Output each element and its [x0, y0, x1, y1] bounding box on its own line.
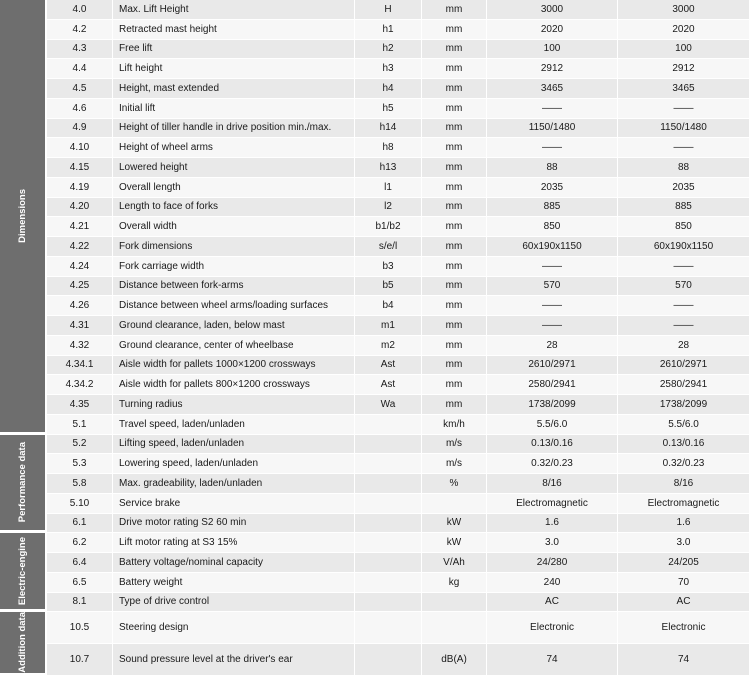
item-number: 4.10: [47, 138, 113, 158]
value-model-1: 0.32/0.23: [487, 454, 618, 474]
value-model-2: 3.0: [618, 533, 750, 553]
item-symbol: H: [355, 0, 422, 20]
item-description: Retracted mast height: [113, 20, 355, 40]
item-symbol: [355, 593, 422, 613]
item-unit: [422, 494, 487, 514]
value-model-1: 5.5/6.0: [487, 415, 618, 435]
value-model-1: ——: [487, 99, 618, 119]
value-model-2: 8/16: [618, 474, 750, 494]
item-unit: m/s: [422, 454, 487, 474]
item-number: 4.35: [47, 395, 113, 415]
item-symbol: [355, 435, 422, 455]
table-row: [0, 612, 750, 644]
table-row: [0, 0, 750, 20]
item-symbol: h13: [355, 158, 422, 178]
value-model-1: 24/280: [487, 553, 618, 573]
item-symbol: h2: [355, 40, 422, 60]
item-description: Length to face of forks: [113, 198, 355, 218]
table-row: [0, 257, 750, 277]
table-row: [0, 415, 750, 435]
item-number: 6.5: [47, 573, 113, 593]
item-symbol: b3: [355, 257, 422, 277]
item-description: Lowered height: [113, 158, 355, 178]
item-unit: kW: [422, 533, 487, 553]
item-symbol: m1: [355, 316, 422, 336]
item-description: Steering design: [113, 612, 355, 644]
section-label-text: Addition data: [17, 612, 28, 673]
item-unit: mm: [422, 59, 487, 79]
item-symbol: [355, 494, 422, 514]
value-model-1: 3465: [487, 79, 618, 99]
item-symbol: b5: [355, 277, 422, 297]
table-row: [0, 336, 750, 356]
item-description: Max. Lift Height: [113, 0, 355, 20]
value-model-1: 885: [487, 198, 618, 218]
item-unit: mm: [422, 296, 487, 316]
item-symbol: m2: [355, 336, 422, 356]
table-row: [0, 20, 750, 40]
item-unit: mm: [422, 356, 487, 376]
item-number: 5.10: [47, 494, 113, 514]
item-number: 4.26: [47, 296, 113, 316]
item-unit: mm: [422, 138, 487, 158]
table-row: [0, 119, 750, 139]
item-unit: mm: [422, 336, 487, 356]
item-symbol: h4: [355, 79, 422, 99]
table-row: [0, 40, 750, 60]
table-row: [0, 79, 750, 99]
value-model-2: ——: [618, 138, 750, 158]
item-unit: mm: [422, 158, 487, 178]
item-unit: mm: [422, 237, 487, 257]
value-model-1: 240: [487, 573, 618, 593]
table-row: [0, 573, 750, 593]
value-model-2: 1738/2099: [618, 395, 750, 415]
value-model-1: Electromagnetic: [487, 494, 618, 514]
section-label-text: Performance data: [17, 442, 28, 523]
item-symbol: b1/b2: [355, 217, 422, 237]
table-row: [0, 198, 750, 218]
value-model-2: 885: [618, 198, 750, 218]
value-model-2: 3000: [618, 0, 750, 20]
item-unit: m/s: [422, 435, 487, 455]
item-symbol: [355, 474, 422, 494]
value-model-2: 70: [618, 573, 750, 593]
item-number: 4.3: [47, 40, 113, 60]
item-unit: mm: [422, 257, 487, 277]
table-row: [0, 59, 750, 79]
item-number: 4.15: [47, 158, 113, 178]
item-description: Ground clearance, laden, below mast: [113, 316, 355, 336]
item-symbol: h1: [355, 20, 422, 40]
item-description: Aisle width for pallets 1000×1200 crossways: [113, 356, 355, 376]
section-label: [0, 533, 47, 612]
value-model-1: ——: [487, 257, 618, 277]
value-model-2: 1150/1480: [618, 119, 750, 139]
section-label: [0, 612, 47, 676]
table-row: [0, 217, 750, 237]
item-symbol: [355, 573, 422, 593]
item-symbol: [355, 454, 422, 474]
item-symbol: h3: [355, 59, 422, 79]
section-label-text: Electric-engine: [17, 537, 28, 606]
table-row: [0, 593, 750, 613]
item-number: 4.4: [47, 59, 113, 79]
value-model-2: 0.13/0.16: [618, 435, 750, 455]
item-unit: mm: [422, 20, 487, 40]
item-number: 4.32: [47, 336, 113, 356]
value-model-2: 850: [618, 217, 750, 237]
table-row: [0, 514, 750, 534]
table-row: [0, 178, 750, 198]
item-symbol: h8: [355, 138, 422, 158]
table-row: [0, 237, 750, 257]
value-model-1: 74: [487, 644, 618, 676]
value-model-1: 100: [487, 40, 618, 60]
item-symbol: l1: [355, 178, 422, 198]
item-number: 6.1: [47, 514, 113, 534]
item-description: Turning radius: [113, 395, 355, 415]
value-model-2: 1.6: [618, 514, 750, 534]
item-number: 4.21: [47, 217, 113, 237]
value-model-2: 2610/2971: [618, 356, 750, 376]
item-symbol: Wa: [355, 395, 422, 415]
item-number: 4.25: [47, 277, 113, 297]
item-description: Lowering speed, laden/unladen: [113, 454, 355, 474]
item-description: Lift motor rating at S3 15%: [113, 533, 355, 553]
item-symbol: s/e/l: [355, 237, 422, 257]
value-model-2: ——: [618, 257, 750, 277]
value-model-1: 60x190x1150: [487, 237, 618, 257]
item-unit: kW: [422, 514, 487, 534]
item-unit: mm: [422, 277, 487, 297]
item-unit: dB(A): [422, 644, 487, 676]
item-description: Height, mast extended: [113, 79, 355, 99]
item-description: Initial lift: [113, 99, 355, 119]
item-description: Aisle width for pallets 800×1200 crossways: [113, 375, 355, 395]
item-symbol: [355, 533, 422, 553]
value-model-1: ——: [487, 316, 618, 336]
table-row: [0, 375, 750, 395]
item-symbol: [355, 612, 422, 644]
item-description: Max. gradeability, laden/unladen: [113, 474, 355, 494]
item-unit: mm: [422, 99, 487, 119]
value-model-1: 0.13/0.16: [487, 435, 618, 455]
value-model-2: 3465: [618, 79, 750, 99]
item-number: 4.19: [47, 178, 113, 198]
item-unit: mm: [422, 198, 487, 218]
item-unit: [422, 593, 487, 613]
item-symbol: [355, 514, 422, 534]
value-model-1: 88: [487, 158, 618, 178]
item-number: 6.2: [47, 533, 113, 553]
item-number: 5.3: [47, 454, 113, 474]
item-symbol: [355, 415, 422, 435]
item-description: Height of wheel arms: [113, 138, 355, 158]
item-number: 4.31: [47, 316, 113, 336]
value-model-2: 570: [618, 277, 750, 297]
value-model-1: 2020: [487, 20, 618, 40]
table-row: [0, 435, 750, 455]
item-symbol: h14: [355, 119, 422, 139]
table-row: [0, 454, 750, 474]
item-number: 4.24: [47, 257, 113, 277]
item-description: Battery weight: [113, 573, 355, 593]
value-model-1: 2912: [487, 59, 618, 79]
item-number: 4.6: [47, 99, 113, 119]
table-row: [0, 533, 750, 553]
item-unit: km/h: [422, 415, 487, 435]
item-unit: mm: [422, 0, 487, 20]
section-label: [0, 435, 47, 534]
item-unit: mm: [422, 375, 487, 395]
table-row: [0, 494, 750, 514]
value-model-2: 100: [618, 40, 750, 60]
item-description: Type of drive control: [113, 593, 355, 613]
item-symbol: Ast: [355, 356, 422, 376]
item-unit: mm: [422, 316, 487, 336]
item-description: Battery voltage/nominal capacity: [113, 553, 355, 573]
value-model-2: 2020: [618, 20, 750, 40]
item-number: 10.5: [47, 612, 113, 644]
item-description: Free lift: [113, 40, 355, 60]
item-symbol: b4: [355, 296, 422, 316]
item-description: Lifting speed, laden/unladen: [113, 435, 355, 455]
value-model-2: ——: [618, 316, 750, 336]
value-model-2: 0.32/0.23: [618, 454, 750, 474]
item-description: Drive motor rating S2 60 min: [113, 514, 355, 534]
value-model-1: 2035: [487, 178, 618, 198]
item-description: Fork dimensions: [113, 237, 355, 257]
value-model-2: 2912: [618, 59, 750, 79]
table-row: [0, 99, 750, 119]
item-number: 4.9: [47, 119, 113, 139]
item-unit: mm: [422, 79, 487, 99]
table-row: [0, 553, 750, 573]
value-model-2: 2580/2941: [618, 375, 750, 395]
item-unit: mm: [422, 395, 487, 415]
item-number: 6.4: [47, 553, 113, 573]
item-number: 4.34.1: [47, 356, 113, 376]
item-symbol: l2: [355, 198, 422, 218]
item-unit: kg: [422, 573, 487, 593]
value-model-1: 1738/2099: [487, 395, 618, 415]
value-model-1: 1.6: [487, 514, 618, 534]
value-model-2: ——: [618, 99, 750, 119]
item-unit: mm: [422, 119, 487, 139]
value-model-2: 60x190x1150: [618, 237, 750, 257]
value-model-2: 74: [618, 644, 750, 676]
value-model-1: ——: [487, 138, 618, 158]
table-row: [0, 474, 750, 494]
item-description: Lift height: [113, 59, 355, 79]
value-model-2: ——: [618, 296, 750, 316]
value-model-1: 1150/1480: [487, 119, 618, 139]
item-number: 5.2: [47, 435, 113, 455]
item-number: 4.0: [47, 0, 113, 20]
item-description: Ground clearance, center of wheelbase: [113, 336, 355, 356]
item-description: Service brake: [113, 494, 355, 514]
value-model-1: 850: [487, 217, 618, 237]
value-model-1: AC: [487, 593, 618, 613]
item-number: 5.8: [47, 474, 113, 494]
item-number: 4.2: [47, 20, 113, 40]
table-row: [0, 316, 750, 336]
item-description: Distance between wheel arms/loading surfaces: [113, 296, 355, 316]
item-description: Travel speed, laden/unladen: [113, 415, 355, 435]
value-model-1: 2610/2971: [487, 356, 618, 376]
item-number: 8.1: [47, 593, 113, 613]
item-unit: %: [422, 474, 487, 494]
value-model-2: 24/205: [618, 553, 750, 573]
table-row: [0, 296, 750, 316]
item-symbol: [355, 553, 422, 573]
value-model-1: 2580/2941: [487, 375, 618, 395]
section-label-text: Dimensions: [17, 188, 28, 243]
table-row: [0, 158, 750, 178]
item-description: Height of tiller handle in drive position min./max.: [113, 119, 355, 139]
item-description: Overall length: [113, 178, 355, 198]
value-model-1: Electronic: [487, 612, 618, 644]
value-model-2: Electronic: [618, 612, 750, 644]
item-unit: V/Ah: [422, 553, 487, 573]
value-model-1: 28: [487, 336, 618, 356]
item-number: 4.34.2: [47, 375, 113, 395]
table-row: [0, 277, 750, 297]
item-number: 5.1: [47, 415, 113, 435]
value-model-1: 570: [487, 277, 618, 297]
item-description: Distance between fork-arms: [113, 277, 355, 297]
table-row: [0, 138, 750, 158]
value-model-1: 3.0: [487, 533, 618, 553]
item-number: 4.20: [47, 198, 113, 218]
section-label: [0, 0, 47, 435]
item-description: Overall width: [113, 217, 355, 237]
value-model-1: 8/16: [487, 474, 618, 494]
value-model-2: AC: [618, 593, 750, 613]
table-row: [0, 356, 750, 376]
item-unit: mm: [422, 40, 487, 60]
value-model-1: 3000: [487, 0, 618, 20]
table-row: [0, 395, 750, 415]
item-symbol: Ast: [355, 375, 422, 395]
item-number: 4.5: [47, 79, 113, 99]
value-model-2: 28: [618, 336, 750, 356]
value-model-1: ——: [487, 296, 618, 316]
value-model-2: 2035: [618, 178, 750, 198]
item-number: 4.22: [47, 237, 113, 257]
value-model-2: 5.5/6.0: [618, 415, 750, 435]
item-symbol: h5: [355, 99, 422, 119]
item-description: Fork carriage width: [113, 257, 355, 277]
item-unit: mm: [422, 178, 487, 198]
value-model-2: Electromagnetic: [618, 494, 750, 514]
item-description: Sound pressure level at the driver's ear: [113, 644, 355, 676]
item-unit: mm: [422, 217, 487, 237]
item-number: 10.7: [47, 644, 113, 676]
item-unit: [422, 612, 487, 644]
value-model-2: 88: [618, 158, 750, 178]
